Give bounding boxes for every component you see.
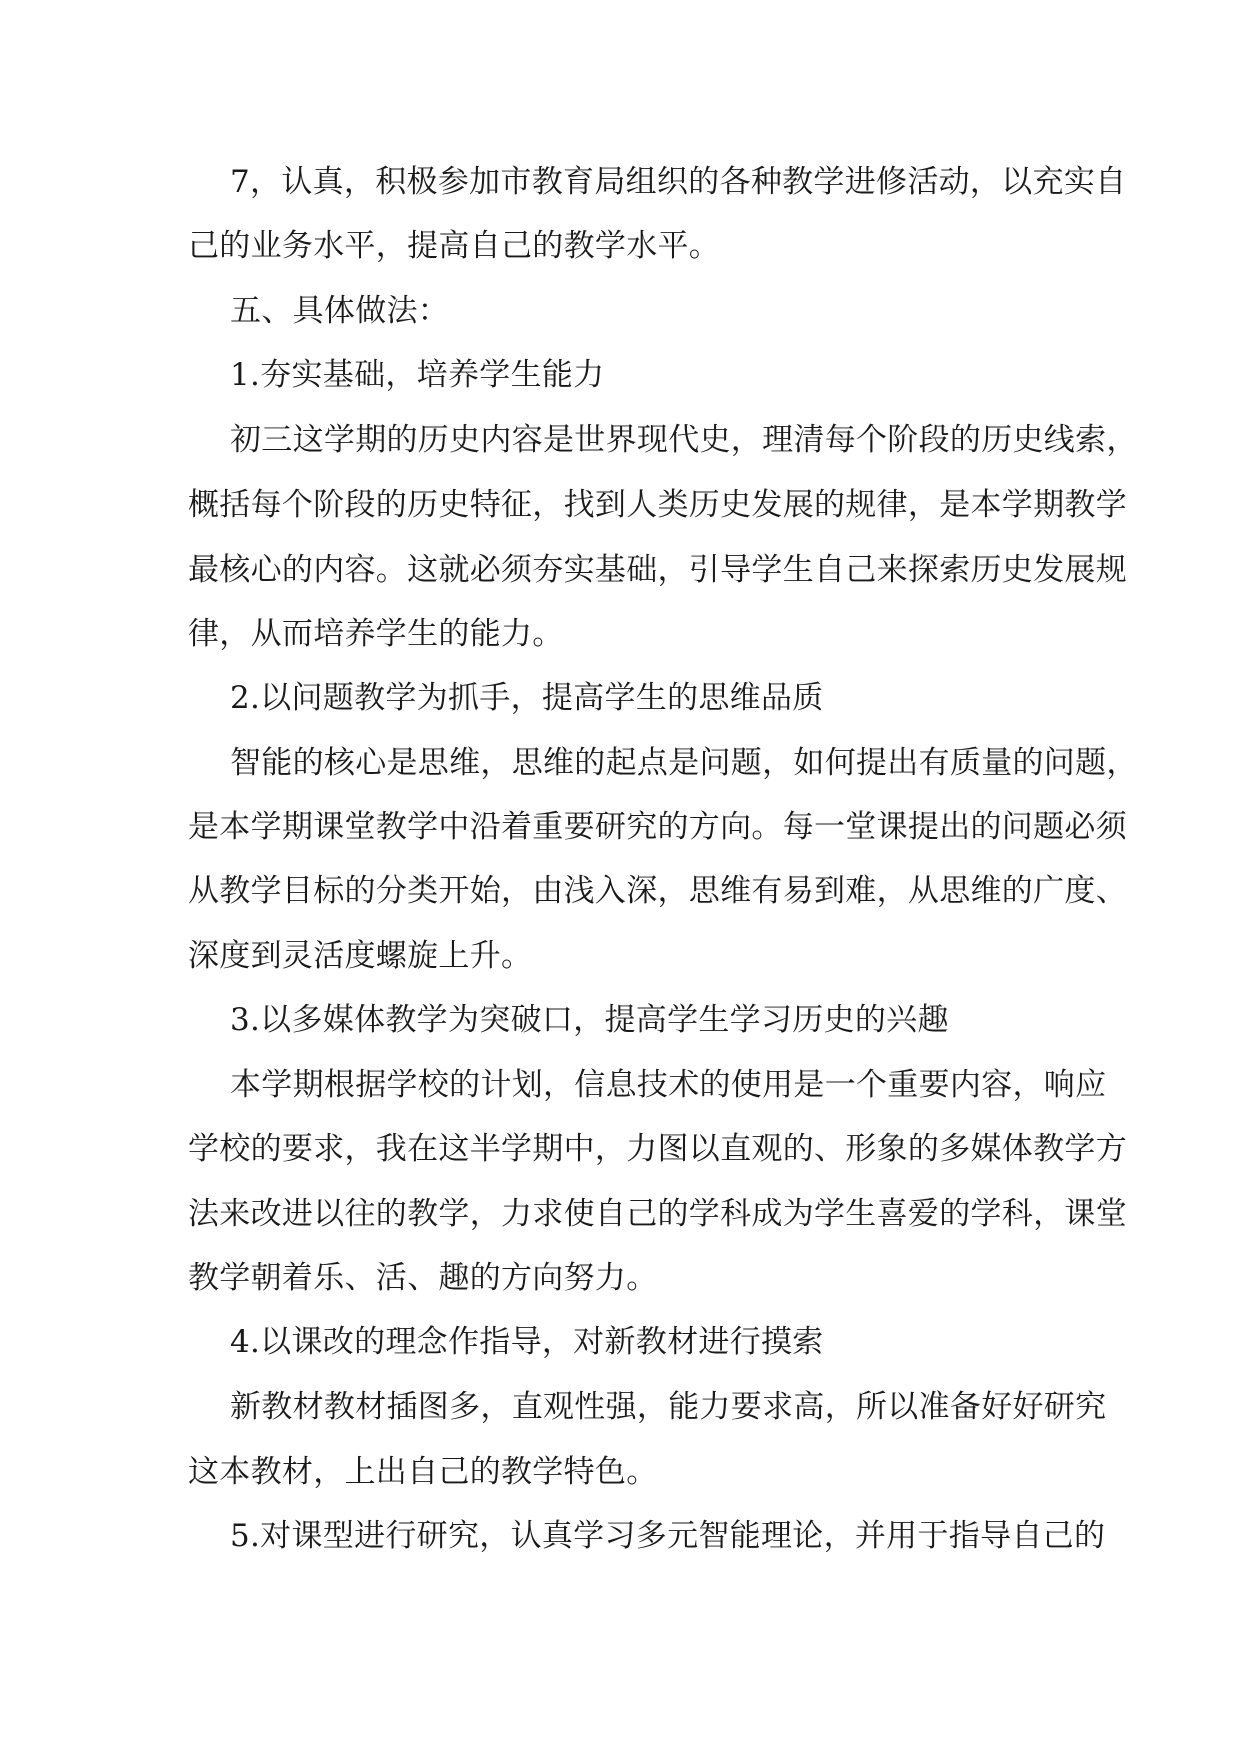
section-heading-5: 五、具体做法： xyxy=(230,293,450,329)
paragraph-1-line-1: 初三这学期的历史内容是世界现代史，理清每个阶段的历史线索， xyxy=(230,422,1138,458)
paragraph-3-line-3: 法来改进以往的教学，力求使自己的学科成为学生喜爱的学科，课堂 xyxy=(188,1196,1127,1232)
subheading-3: 3.以多媒体教学为突破口，提高学生学习历史的兴趣 xyxy=(230,1002,949,1038)
subheading-5: 5.对课型进行研究，认真学习多元智能理论，并用于指导自己的 xyxy=(230,1518,1106,1554)
subheading-2: 2.以问题教学为抓手，提高学生的思维品质 xyxy=(230,680,824,716)
paragraph-3-line-1: 本学期根据学校的计划，信息技术的使用是一个重要内容，响应 xyxy=(230,1067,1107,1103)
paragraph-1-line-4: 律，从而培养学生的能力。 xyxy=(188,616,564,652)
subheading-1: 1.夯实基础，培养学生能力 xyxy=(230,357,605,393)
paragraph-2-line-1: 智能的核心是思维，思维的起点是问题，如何提出有质量的问题， xyxy=(230,745,1138,781)
paragraph-item-7-line-1: 7，认真，积极参加市教育局组织的各种教学进修活动，以充实自 xyxy=(230,164,1127,200)
paragraph-3-line-4: 教学朝着乐、活、趣的方向努力。 xyxy=(188,1260,658,1296)
paragraph-1-line-3: 最核心的内容。这就必须夯实基础，引导学生自己来探索历史发展规 xyxy=(188,552,1127,588)
paragraph-2-line-2: 是本学期课堂教学中沿着重要研究的方向。每一堂课提出的问题必须 xyxy=(188,809,1127,845)
paragraph-4-line-2: 这本教材，上出自己的教学特色。 xyxy=(188,1454,658,1490)
paragraph-item-7-line-2: 己的业务水平，提高自己的教学水平。 xyxy=(188,228,721,264)
paragraph-2-line-4: 深度到灵活度螺旋上升。 xyxy=(188,938,533,974)
paragraph-2-line-3: 从教学目标的分类开始，由浅入深，思维有易到难，从思维的广度、 xyxy=(188,873,1127,909)
paragraph-1-line-2: 概括每个阶段的历史特征，找到人类历史发展的规律，是本学期教学 xyxy=(188,487,1127,523)
paragraph-4-line-1: 新教材教材插图多，直观性强，能力要求高，所以准备好好研究 xyxy=(230,1389,1107,1425)
subheading-4: 4.以课改的理念作指导，对新教材进行摸索 xyxy=(230,1324,824,1360)
paragraph-3-line-2: 学校的要求，我在这半学期中，力图以直观的、形象的多媒体教学方 xyxy=(188,1131,1127,1167)
